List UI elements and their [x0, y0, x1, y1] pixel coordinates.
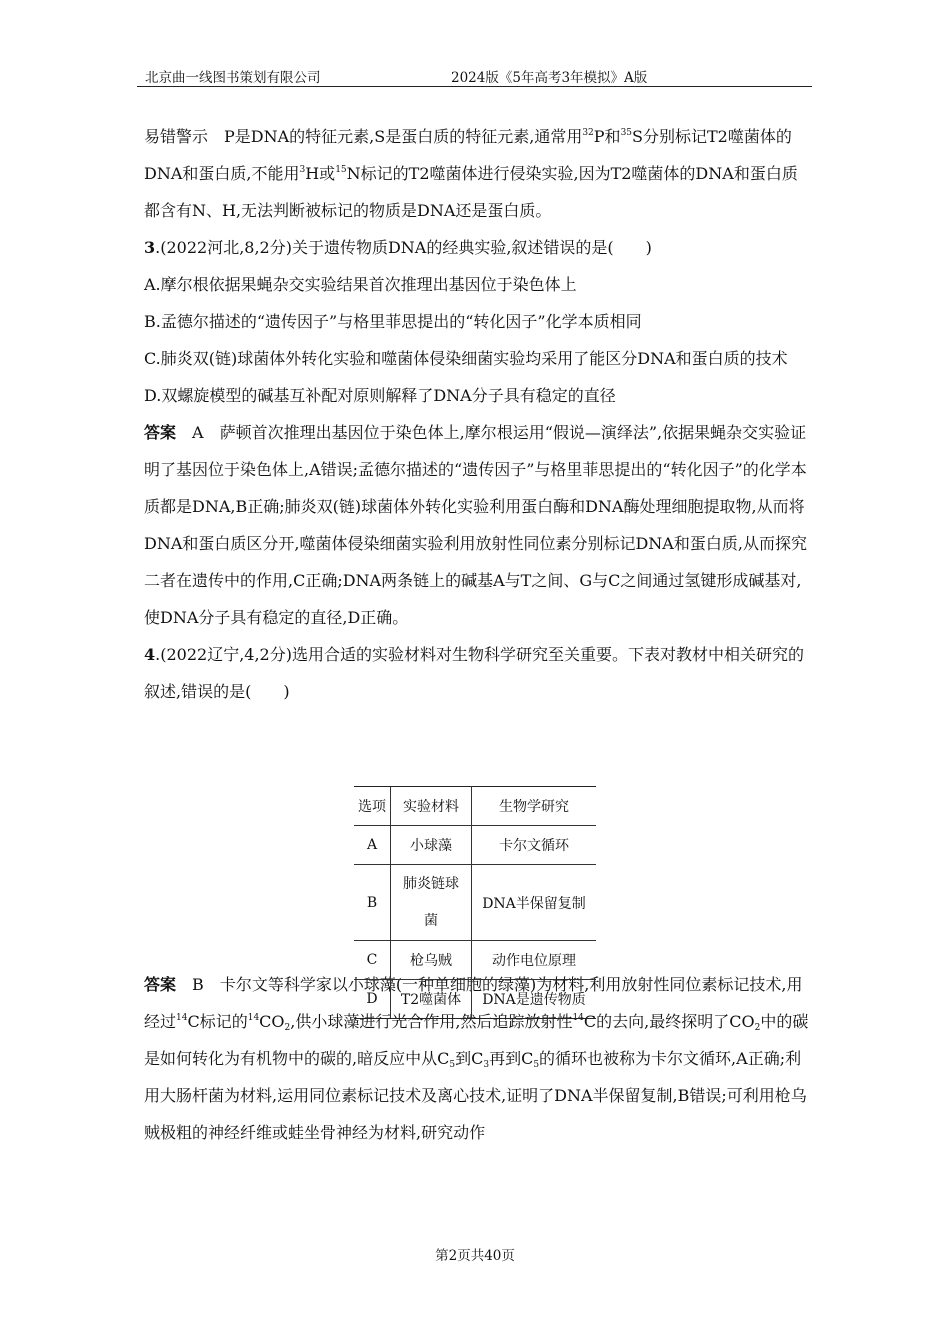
table-cell: 动作电位原理 [472, 941, 597, 980]
table-header-row [354, 787, 596, 826]
table-header-cell: 选项 [354, 787, 391, 826]
answer-explanation: 萨顿首次推理出基因位于染色体上,摩尔根运用“假说—演绎法”,依据果蝇杂交实验证明了基因位于染色体上,A错误;孟德尔描述的“遗传因子”与格里菲思提出的“转化因子”的化学本质都是DNA,B正确;肺炎双(链)球菌体外转化实验利用蛋白酶和DNA酶处理细胞提取物,从而将DNA和蛋白质区分开,噬菌体侵染细菌实验利用放射性同位素分别标记DNA和蛋白质,从而探究二者在遗传中的作用,C正确;DNA两条链上的碱基A与T之间、G与C之间通过氢键形成碱基对,使DNA分子具有稳定的直径,D正确。 [144, 423, 807, 627]
question-3-option-d: D.双螺旋模型的碱基互补配对原则解释了DNA分子具有稳定的直径 [144, 386, 616, 405]
answer-label: 答案 [144, 975, 177, 994]
question-3-stem: 3.(2022河北,8,2分)关于遗传物质DNA的经典实验,叙述错误的是( ) [144, 238, 652, 257]
table-cell: A [354, 826, 391, 865]
table-cell: DNA是遗传物质 [472, 980, 597, 1019]
table-row [354, 826, 596, 865]
table-cell: 小球藻 [391, 826, 472, 865]
table-cell: 卡尔文循环 [472, 826, 597, 865]
book-series-title: 2024版《5年高考3年模拟》A版 [451, 70, 648, 86]
table-cell: B [354, 865, 391, 941]
question-3-answer [144, 414, 812, 636]
table-cell: D [354, 980, 391, 1019]
table-header-cell: 实验材料 [391, 787, 472, 826]
question-3-option-b: B.孟德尔描述的“遗传因子”与格里菲思提出的“转化因子”化学本质相同 [144, 312, 642, 331]
table-row [354, 980, 596, 1019]
page-header [137, 58, 812, 87]
error-warning-paragraph: 易错警示 P是DNA的特征元素,S是蛋白质的特征元素,通常用$^{32}$P和$^{35}$S分别标记T2噬菌体的DNA和蛋白质,不能用$^3$H或$^{15}$N标记的T2噬菌体进行侵染实验,因为T2噬菌体的DNA和蛋白质都含有N、H,无法判断被标记的物质是DNA还是蛋白质。 [144, 127, 798, 220]
question-4-number: 4 [144, 645, 156, 664]
table-cell: 枪乌贼 [391, 941, 472, 980]
table-cell: DNA半保留复制 [472, 865, 597, 941]
question-4-stem: 4.(2022辽宁,4,2分)选用合适的实验材料对生物科学研究至关重要。下表对教材中相关研究的叙述,错误的是( ) [144, 645, 804, 701]
answer-key: A [192, 423, 204, 442]
question-3-option-a: A.摩尔根依据果蝇杂交实验结果首次推理出基因位于染色体上 [144, 275, 577, 294]
page-number: 第2页共40页 [435, 1248, 515, 1264]
answer-label: 答案 [144, 423, 177, 442]
question-4-table [354, 786, 596, 1019]
table-row [354, 941, 596, 980]
table-cell: 肺炎链球菌 [391, 865, 472, 941]
question-3-number: 3 [144, 238, 156, 257]
question-4-answer: 答案 B 卡尔文等科学家以小球藻(一种单细胞的绿藻)为材料,利用放射性同位素标记技术,用经过$^{14}$C标记的$^{14}CO_2$,供小球藻进行光合作用,然后追踪放射性$^{14}$C的去向,最终探明了$CO_2$中的碳是如何转化为有机物中的碳的,暗反应中从$C_5$到$C_3$再到$C_5$的循环也被称为卡尔文循环,A正确;利用大肠杆菌为材料,运用同位素标记技术及离心技术,证明了DNA半保留复制,B错误;可利用枪乌贼极粗的神经纤维或蛙坐骨神经为材料,研究动作 [144, 975, 809, 1142]
answer-key: B [192, 975, 204, 994]
publisher-name: 北京曲一线图书策划有限公司 [145, 70, 321, 86]
table-header-cell: 生物学研究 [472, 787, 597, 826]
table-cell: C [354, 941, 391, 980]
warning-label: 易错警示 [144, 127, 209, 146]
question-3-option-c: C.肺炎双(链)球菌体外转化实验和噬菌体侵染细菌实验均采用了能区分DNA和蛋白质的技术 [144, 349, 788, 368]
table-cell: T2噬菌体 [391, 980, 472, 1019]
table-row [354, 865, 596, 941]
